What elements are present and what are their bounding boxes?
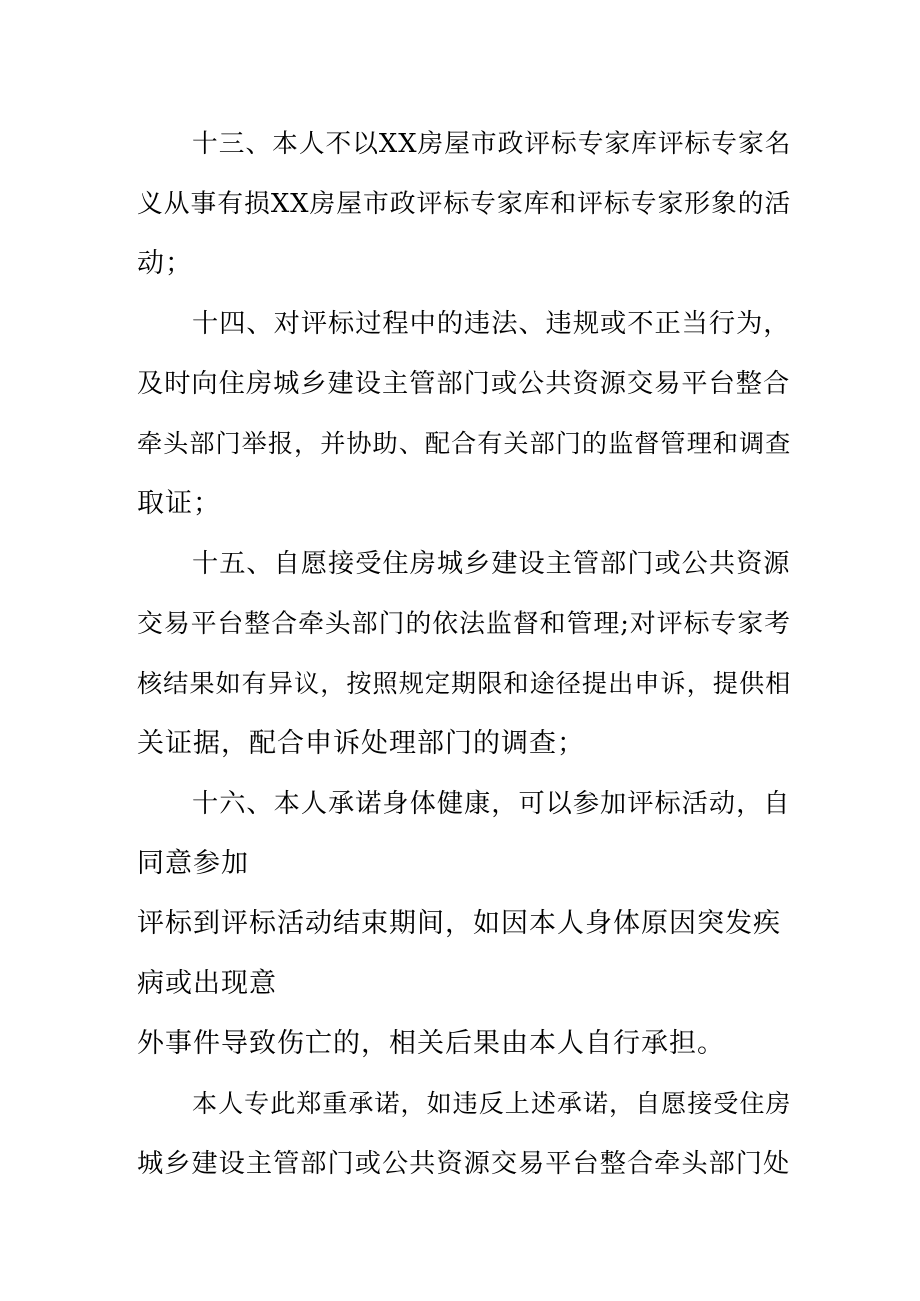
closing-paragraph-line-1: 本人专此郑重承诺，如违反上述承诺，自愿接受住房 [192, 1089, 792, 1118]
paragraph-16-line-4: 病或出现意 [137, 968, 277, 999]
paragraph-15-line-2: 交易平台整合牵头部门的依法监督和管理;对评标专家考 [137, 609, 791, 639]
paragraph-14-line-1: 十四、对评标过程中的违法、违规或不正当行为， [192, 309, 791, 339]
closing-paragraph-line-2: 城乡建设主管部门或公共资源交易平台整合牵头部门处 [137, 1149, 791, 1179]
paragraph-15-line-1: 十五、自愿接受住房城乡建设主管部门或公共资源 [192, 549, 791, 579]
paragraph-16-line-3: 评标到评标活动结束期间，如因本人身体原因突发疾 [137, 908, 781, 939]
paragraph-13-line-3: 动； [137, 248, 193, 279]
paragraph-14-line-3: 牵头部门举报，并协助、配合有关部门的监督管理和调查 [137, 429, 792, 458]
paragraph-14-line-4: 取证； [137, 488, 221, 519]
paragraph-15-line-3: 核结果如有异议，按照规定期限和途径提出申诉，提供相 [137, 669, 792, 698]
paragraph-14-line-2: 及时向住房城乡建设主管部门或公共资源交易平台整合 [137, 369, 791, 399]
paragraph-16-line-5: 外事件导致伤亡的，相关后果由本人自行承担。 [137, 1028, 725, 1059]
paragraph-15-line-4: 关证据，配合申诉处理部门的调查； [137, 728, 585, 759]
paragraph-16-line-1: 十六、本人承诺身体健康，可以参加评标活动，自 [192, 789, 791, 819]
paragraph-13-line-1: 十三、本人不以XX房屋市政评标专家库评标专家名 [192, 129, 792, 159]
paragraph-16-line-2: 同意参加 [137, 848, 249, 879]
paragraph-13-line-2: 义从事有损XX房屋市政评标专家库和评标专家形象的活 [137, 189, 792, 219]
